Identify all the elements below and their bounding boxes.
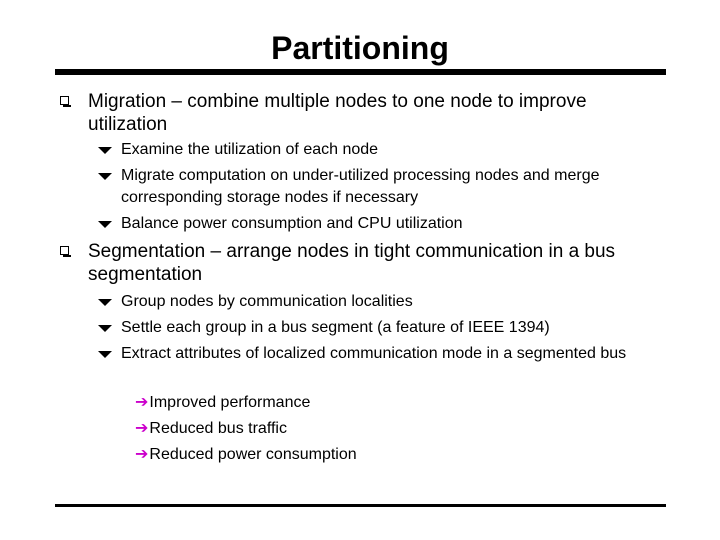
triangle-bullet-icon <box>98 351 112 358</box>
square-bullet-icon <box>60 246 69 255</box>
triangle-bullet-icon <box>98 325 112 332</box>
right-arrow-icon: ➔ <box>135 392 149 411</box>
sub-bullet-text: Extract attributes of localized communication mode in a segmented bus <box>121 345 627 362</box>
triangle-bullet-icon <box>98 147 112 154</box>
sub-bullet-text: Group nodes by communication localities <box>121 293 413 310</box>
result-text: Reduced bus traffic <box>149 420 287 437</box>
slide-title: Partitioning <box>271 30 449 66</box>
bullet-text: Segmentation – arrange nodes in tight communication in a bus segmentation <box>88 241 616 285</box>
triangle-bullet-icon <box>98 173 112 180</box>
right-arrow-icon: ➔ <box>135 444 149 463</box>
result-item <box>135 391 310 414</box>
result-text: Improved performance <box>149 394 311 411</box>
bullet-text: Migration – combine multiple nodes to one node to improve utilization <box>88 91 587 135</box>
square-bullet-icon <box>60 96 69 105</box>
sub-bullet-text: Settle each group in a bus segment (a feature of IEEE 1394) <box>121 319 550 336</box>
result-text: Reduced power consumption <box>149 446 357 463</box>
title-underline <box>55 69 666 75</box>
triangle-bullet-icon <box>98 299 112 306</box>
footer-rule <box>55 504 666 507</box>
result-item <box>135 443 357 466</box>
triangle-bullet-icon <box>98 221 112 228</box>
sub-bullet-text: Examine the utilization of each node <box>121 141 379 158</box>
sub-bullet-text: Migrate computation on under-utilized processing nodes and merge corresponding storage nodes if necessary <box>121 167 600 206</box>
result-item <box>135 417 287 440</box>
sub-bullet-text: Balance power consumption and CPU utilization <box>121 215 463 232</box>
right-arrow-icon: ➔ <box>135 418 149 437</box>
